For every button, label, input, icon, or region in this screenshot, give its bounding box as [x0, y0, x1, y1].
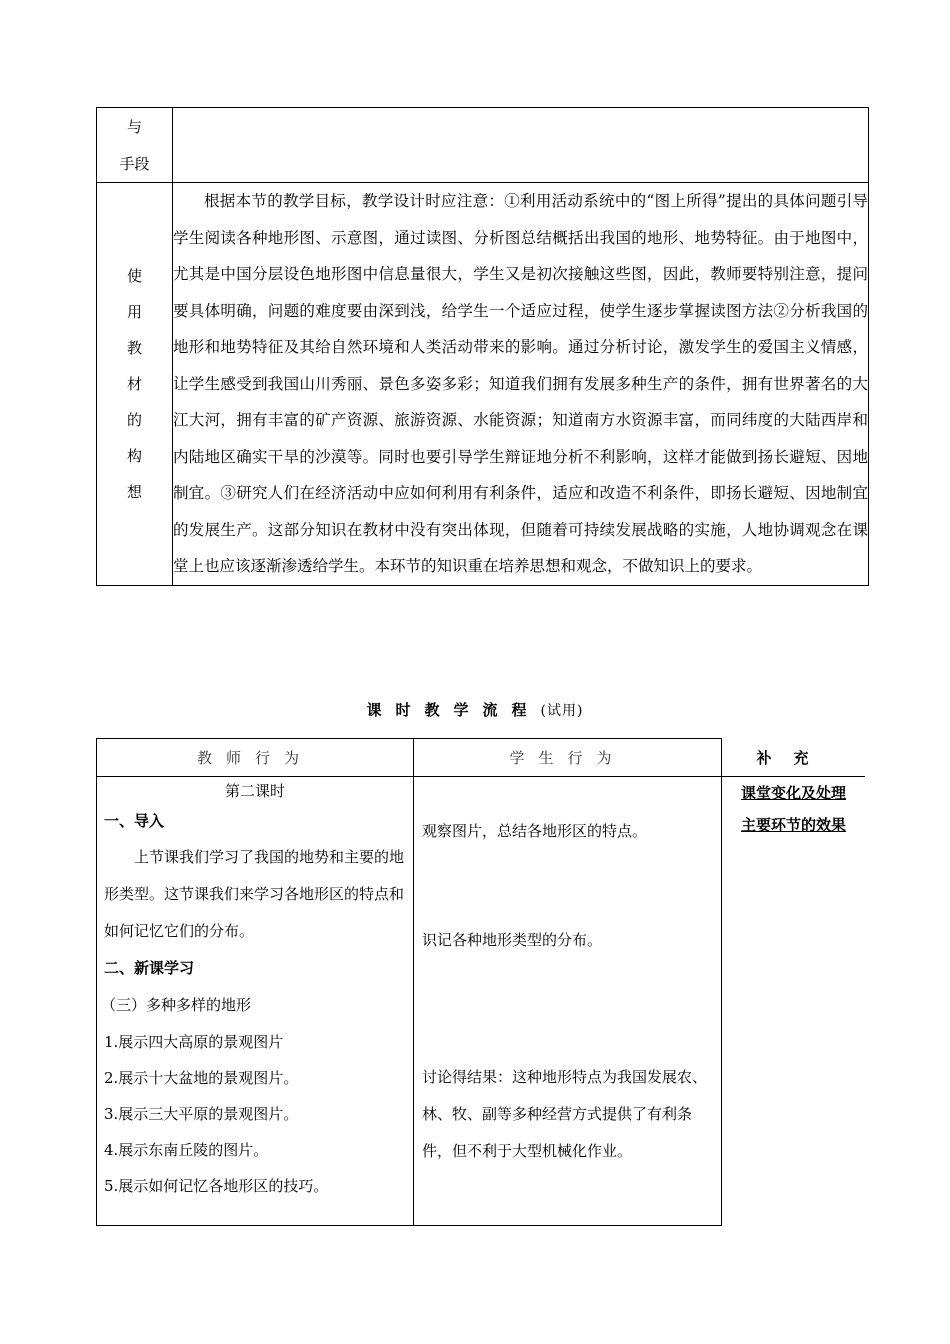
label-char: 构 — [126, 446, 142, 465]
content-cell-textbook-idea — [173, 183, 869, 586]
teacher-cell — [97, 777, 414, 1226]
content-cell-means — [173, 108, 869, 183]
header-teacher: 教师行为 — [97, 739, 414, 777]
list-item: 1.展示四大高原的景观图片 — [104, 1033, 284, 1051]
label-char: 教 — [126, 338, 142, 357]
student-activity-3: 讨论得结果：这种地形特点为我国发展农、林、牧、副等多种经营方式提供了有利条件，但不利于大型机械化作业。 — [422, 1068, 708, 1160]
teaching-design-table — [96, 107, 869, 586]
subsection-heading: （三）多种多样的地形 — [101, 996, 252, 1014]
label-means-1: 与 — [126, 118, 142, 136]
label-means-2: 手段 — [119, 155, 150, 173]
intro-text: 上节课我们学习了我国的地势和主要的地形类型。这节课我们来学习各地形区的特点和如何记忆它们的分布。 — [104, 848, 405, 940]
label-char: 想 — [126, 482, 142, 501]
flow-title-main: 课时教学流程 — [366, 701, 541, 719]
header-supplement: 补充 — [722, 739, 866, 777]
list-item: 5.展示如何记忆各地形区的技巧。 — [104, 1177, 329, 1195]
flow-title — [0, 699, 950, 720]
lesson-flow-table — [96, 738, 865, 1226]
label-char: 用 — [126, 302, 142, 321]
label-char: 的 — [126, 410, 142, 429]
student-cell — [414, 777, 722, 1226]
label-cell-means — [97, 108, 173, 183]
section-intro-heading: 一、导入 — [104, 812, 165, 830]
header-student: 学生行为 — [414, 739, 722, 777]
label-char: 使 — [126, 266, 142, 285]
section-new-heading: 二、新课学习 — [104, 959, 195, 977]
list-item: 4.展示东南丘陵的图片。 — [104, 1141, 269, 1159]
list-item: 3.展示三大平原的景观图片。 — [104, 1105, 299, 1123]
label-cell-textbook-idea — [97, 183, 173, 586]
design-paragraph: 根据本节的教学目标，教学设计时应注意：①利用活动系统中的“图上所得”提出的具体问题引导学生阅读各种地形图、示意图，通过读图、分析图总结概括出我国的地形、地势特征。由于地图中，尤其是中国分层设色地形图中信息量很大，学生又是初次接触这些图，因此，教师要特别注意，提问要具体明确，问题的难度要由深到浅，给学生一个适应过程，使学生逐步掌握读图方法②分析我国的地形和地势特征及其给自然环境和人类活动带来的影响。通过分析讨论，激发学生的爱国主义情感，让学生感受到我国山川秀丽、景色多姿多彩；知道我们拥有发展多种生产的条件，拥有世界著名的大江大河，拥有丰富的矿产资源、旅游资源、水能资源；知道南方水资源丰富，而同纬度的大陆西岸和内陆地区确实干旱的沙漠等。同时也要引导学生辩证地分析不利影响，这样才能做到扬长避短、因地制宜。③研究人们在经济活动中应如何利用有利条件，适应和改造不利条件，即扬长避短、因地制宜的发展生产。这部分知识在教材中没有突出体现，但随着可持续发展战略的实施，人地协调观念在课堂上也应该逐渐渗透给学生。本环节的知识重在培养思想和观念，不做知识上的要求。 — [173, 192, 868, 575]
supplement-cell — [722, 777, 866, 1226]
lesson-number: 第二课时 — [224, 782, 285, 800]
label-char: 材 — [126, 374, 142, 393]
supplement-line-1: 课堂变化及处理 — [740, 784, 846, 802]
supplement-line-2: 主要环节的效果 — [740, 816, 846, 834]
flow-title-note: (试用) — [540, 703, 584, 719]
student-activity-2: 识记各种地形类型的分布。 — [422, 931, 603, 949]
student-activity-1: 观察图片，总结各地形区的特点。 — [422, 822, 648, 840]
list-item: 2.展示十大盆地的景观图片。 — [104, 1069, 299, 1087]
